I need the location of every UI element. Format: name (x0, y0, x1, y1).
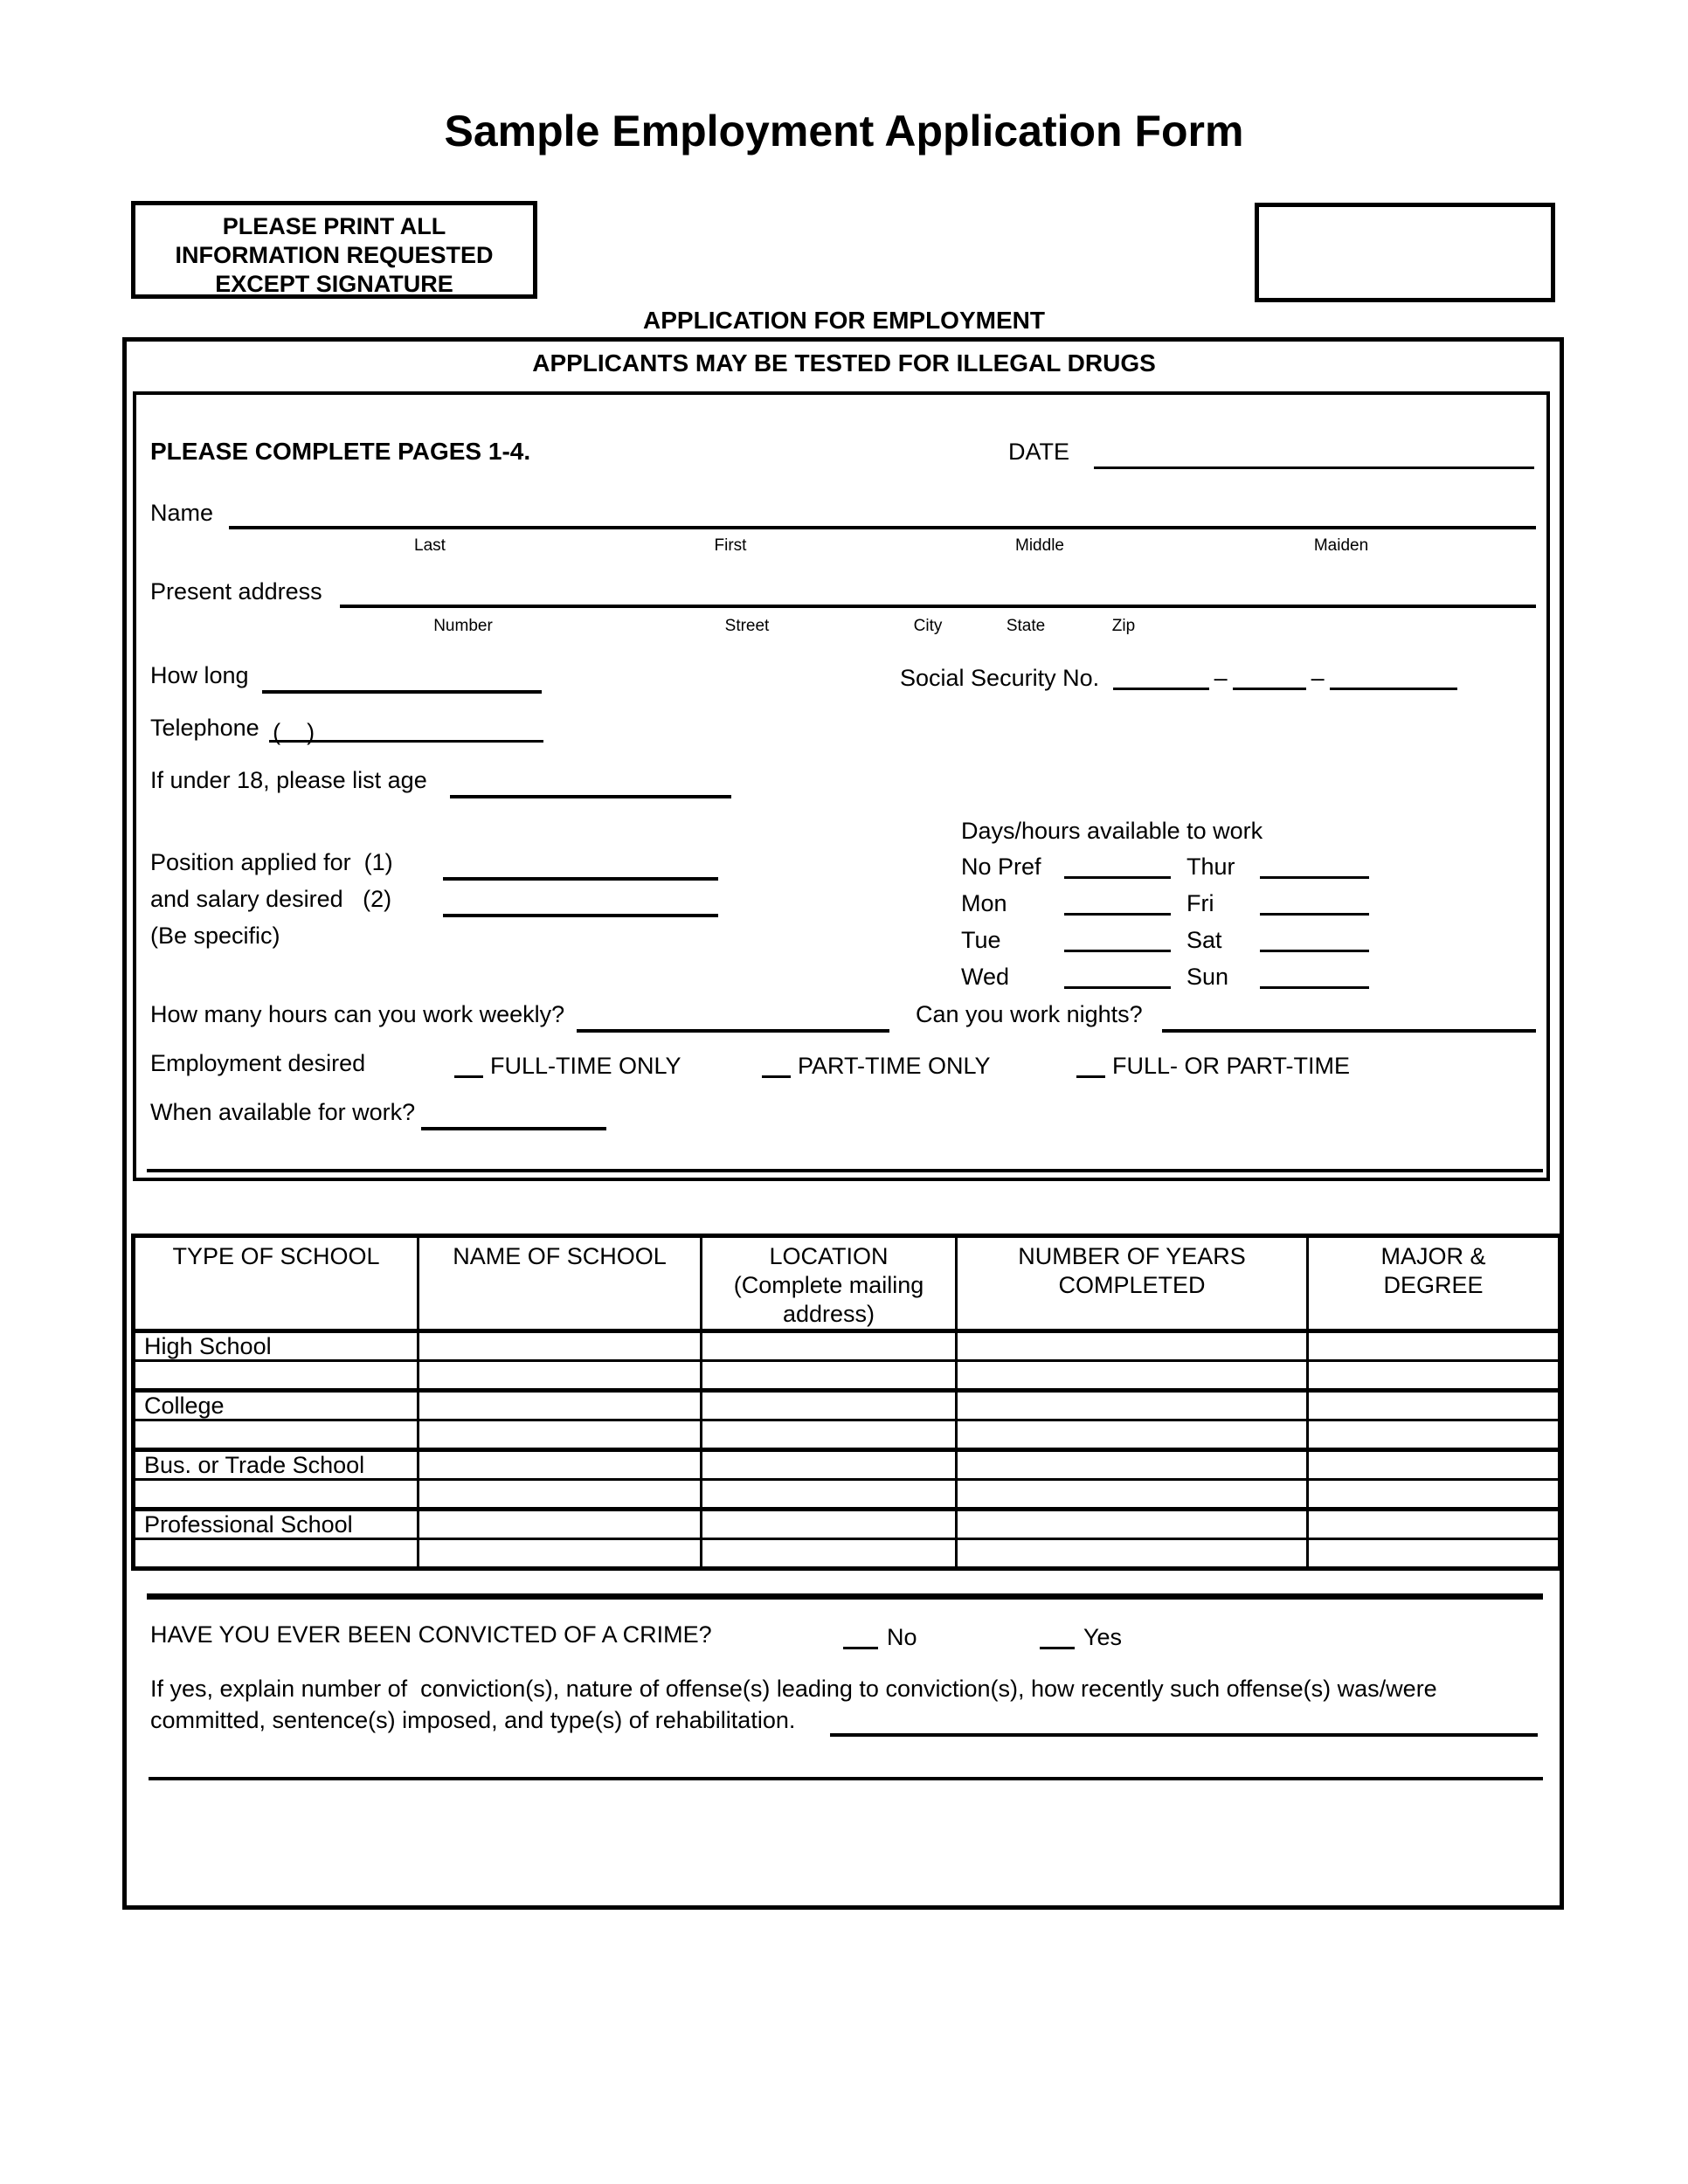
table-row-blank (134, 1420, 1560, 1450)
day-line-fri (1260, 890, 1369, 916)
day-line-sun (1260, 964, 1369, 989)
edu-cell-blank (419, 1480, 702, 1510)
full-or-part-check-line (1076, 1053, 1105, 1078)
conviction-explain-line1: If yes, explain number of conviction(s), nature of offense(s) leading to conviction(s), how recently such offense(s) was/were (150, 1676, 1437, 1702)
yes-label: Yes (1083, 1624, 1123, 1650)
day-label-fri: Fri (1186, 890, 1214, 916)
name-line (229, 526, 1536, 529)
edu-cell-blank (957, 1331, 1308, 1361)
edu-cell-blank (1308, 1331, 1560, 1361)
no-label: No (887, 1624, 917, 1650)
parttime-option-label: PART-TIME ONLY (798, 1053, 991, 1079)
day-label-sat: Sat (1186, 927, 1222, 953)
edu-cell-blank (957, 1480, 1308, 1510)
edu-cell-blank (1308, 1510, 1560, 1539)
edu-cell-blank (419, 1391, 702, 1420)
date-line (1094, 467, 1534, 469)
day-label-sun: Sun (1186, 964, 1229, 990)
conviction-explain-line2: committed, sentence(s) imposed, and type(s) of rehabilitation. (150, 1707, 796, 1733)
day-row (961, 923, 1369, 955)
edu-cell-blank (1308, 1391, 1560, 1420)
conviction-yes-option (1040, 1620, 1122, 1652)
edu-cell-blank (419, 1510, 702, 1539)
fulltime-option-label: FULL-TIME ONLY (490, 1053, 681, 1079)
edu-cell-blank (702, 1331, 957, 1361)
table-row-high-school (134, 1331, 1560, 1361)
extra-writing-line (147, 1169, 1543, 1172)
edu-header-years-completed: NUMBER OF YEARS COMPLETED (957, 1236, 1308, 1331)
ssn-part3-line (1330, 665, 1457, 690)
address-sublabel-city: City (913, 617, 943, 635)
ssn-part2-line (1233, 665, 1306, 690)
drug-testing-notice: APPLICANTS MAY BE TESTED FOR ILLEGAL DRUGS (532, 349, 1156, 377)
section-divider-line (147, 1593, 1543, 1600)
name-sublabel-maiden: Maiden (1313, 536, 1369, 555)
day-line-tue (1064, 927, 1171, 952)
edu-cell-blank (134, 1420, 419, 1450)
edu-cell-blank (702, 1450, 957, 1480)
how-long-label: How long (150, 662, 249, 688)
name-sublabel-last: Last (414, 536, 446, 555)
day-label-tue: Tue (961, 927, 1001, 953)
edu-row-label: Professional School (134, 1510, 419, 1539)
edu-row-label: College (134, 1391, 419, 1420)
yes-check-line (1040, 1624, 1075, 1649)
how-long-line (262, 690, 542, 694)
edu-cell-blank (419, 1450, 702, 1480)
table-row-professional-school (134, 1510, 1560, 1539)
edu-cell-blank (419, 1420, 702, 1450)
edu-cell-blank (419, 1361, 702, 1391)
edu-row-label: Bus. or Trade School (134, 1450, 419, 1480)
edu-cell-blank (957, 1510, 1308, 1539)
ssn-dash: – (1311, 665, 1325, 691)
day-label-nopref: No Pref (961, 854, 1041, 880)
telephone-row (150, 713, 543, 743)
table-row-trade-school (134, 1450, 1560, 1480)
present-address-line (340, 605, 1536, 608)
edu-cell-blank (1308, 1361, 1560, 1391)
employment-option-full-or-part (1076, 1048, 1350, 1081)
work-nights-line (1162, 1029, 1536, 1033)
hours-weekly-line (577, 1029, 889, 1033)
table-row-blank (134, 1361, 1560, 1391)
fulltime-check-line (454, 1053, 483, 1078)
edu-cell-blank (702, 1539, 957, 1569)
edu-header-major-degree: MAJOR & DEGREE (1308, 1236, 1560, 1331)
telephone-line: ( ) (269, 717, 543, 743)
name-sublabel-middle: Middle (1015, 536, 1064, 555)
edu-row-label: High School (134, 1331, 419, 1361)
ssn-part1-line (1113, 665, 1209, 690)
edu-cell-blank (1308, 1480, 1560, 1510)
print-notice-line: PLEASE PRINT ALL (222, 213, 446, 239)
day-label-mon: Mon (961, 890, 1007, 916)
edu-cell-blank (957, 1420, 1308, 1450)
work-nights-label: Can you work nights? (916, 1001, 1143, 1027)
ssn-dash: – (1214, 665, 1228, 691)
days-hours-title: Days/hours available to work (961, 818, 1263, 844)
edu-cell-blank (419, 1331, 702, 1361)
hours-weekly-label: How many hours can you work weekly? (150, 1001, 565, 1027)
conviction-explain-line (830, 1733, 1538, 1737)
name-label: Name (150, 500, 214, 526)
day-line-thur (1260, 854, 1369, 879)
address-sublabel-number: Number (433, 617, 493, 635)
edu-cell-blank (1308, 1420, 1560, 1450)
table-row-blank (134, 1480, 1560, 1510)
edu-cell-blank (134, 1361, 419, 1391)
edu-cell-blank (134, 1539, 419, 1569)
day-row (961, 959, 1369, 992)
edu-cell-blank (957, 1539, 1308, 1569)
edu-cell-blank (702, 1361, 957, 1391)
when-available-label: When available for work? (150, 1099, 416, 1125)
employment-desired-label: Employment desired (150, 1050, 366, 1076)
day-line-nopref (1064, 854, 1171, 879)
application-for-employment-heading: APPLICATION FOR EMPLOYMENT (643, 307, 1045, 334)
be-specific-note: (Be specific) (150, 923, 280, 949)
position-applied-label: Position applied for (1) (150, 849, 393, 875)
edu-header-type-of-school: TYPE OF SCHOOL (134, 1236, 419, 1331)
employment-option-parttime (762, 1048, 991, 1081)
edu-cell-blank (702, 1480, 957, 1510)
no-check-line (843, 1624, 878, 1649)
parttime-check-line (762, 1053, 791, 1078)
when-available-line (421, 1127, 606, 1130)
salary-desired-label: and salary desired (2) (150, 886, 392, 912)
complete-pages-note: PLEASE COMPLETE PAGES 1-4. (150, 438, 531, 465)
edu-header-name-of-school: NAME OF SCHOOL (419, 1236, 702, 1331)
telephone-label: Telephone (150, 715, 259, 741)
date-label: DATE (1008, 439, 1070, 465)
edu-header-location: LOCATION (Complete mailing address) (702, 1236, 957, 1331)
address-sublabel-state: State (1006, 617, 1046, 635)
edu-cell-blank (419, 1539, 702, 1569)
day-line-sat (1260, 927, 1369, 952)
edu-cell-blank (957, 1391, 1308, 1420)
day-label-wed: Wed (961, 964, 1010, 990)
edu-cell-blank (702, 1510, 957, 1539)
day-row (961, 849, 1369, 881)
edu-cell-blank (702, 1391, 957, 1420)
salary-desired-line (443, 914, 718, 917)
print-notice-line: INFORMATION REQUESTED (175, 242, 494, 268)
position-applied-line (443, 877, 718, 881)
conviction-no-option (843, 1620, 917, 1652)
conviction-writing-line (149, 1777, 1543, 1780)
employment-option-fulltime (454, 1048, 681, 1081)
day-line-mon (1064, 890, 1171, 916)
print-notice-box (131, 201, 537, 299)
day-row (961, 886, 1369, 918)
present-address-label: Present address (150, 578, 322, 605)
address-sublabel-street: Street (724, 617, 770, 635)
page-title: Sample Employment Application Form (444, 107, 1244, 156)
blank-stamp-box (1255, 203, 1555, 302)
full-or-part-option-label: FULL- OR PART-TIME (1112, 1053, 1351, 1079)
conviction-question: HAVE YOU EVER BEEN CONVICTED OF A CRIME? (150, 1621, 712, 1648)
edu-cell-blank (957, 1450, 1308, 1480)
day-line-wed (1064, 964, 1171, 989)
edu-cell-blank (702, 1420, 957, 1450)
day-label-thur: Thur (1186, 854, 1235, 880)
address-sublabel-zip: Zip (1111, 617, 1136, 635)
table-row-blank (134, 1539, 1560, 1569)
edu-cell-blank (134, 1480, 419, 1510)
edu-cell-blank (1308, 1539, 1560, 1569)
edu-cell-blank (1308, 1450, 1560, 1480)
education-table (131, 1234, 1562, 1571)
under-18-label: If under 18, please list age (150, 767, 427, 793)
name-sublabel-first: First (714, 536, 747, 555)
under-18-line (450, 795, 731, 798)
ssn-label: Social Security No. (900, 665, 1100, 691)
ssn-row (900, 660, 1457, 693)
table-row-college (134, 1391, 1560, 1420)
education-header-row (134, 1236, 1560, 1331)
print-notice-line: EXCEPT SIGNATURE (215, 271, 453, 297)
edu-cell-blank (957, 1361, 1308, 1391)
